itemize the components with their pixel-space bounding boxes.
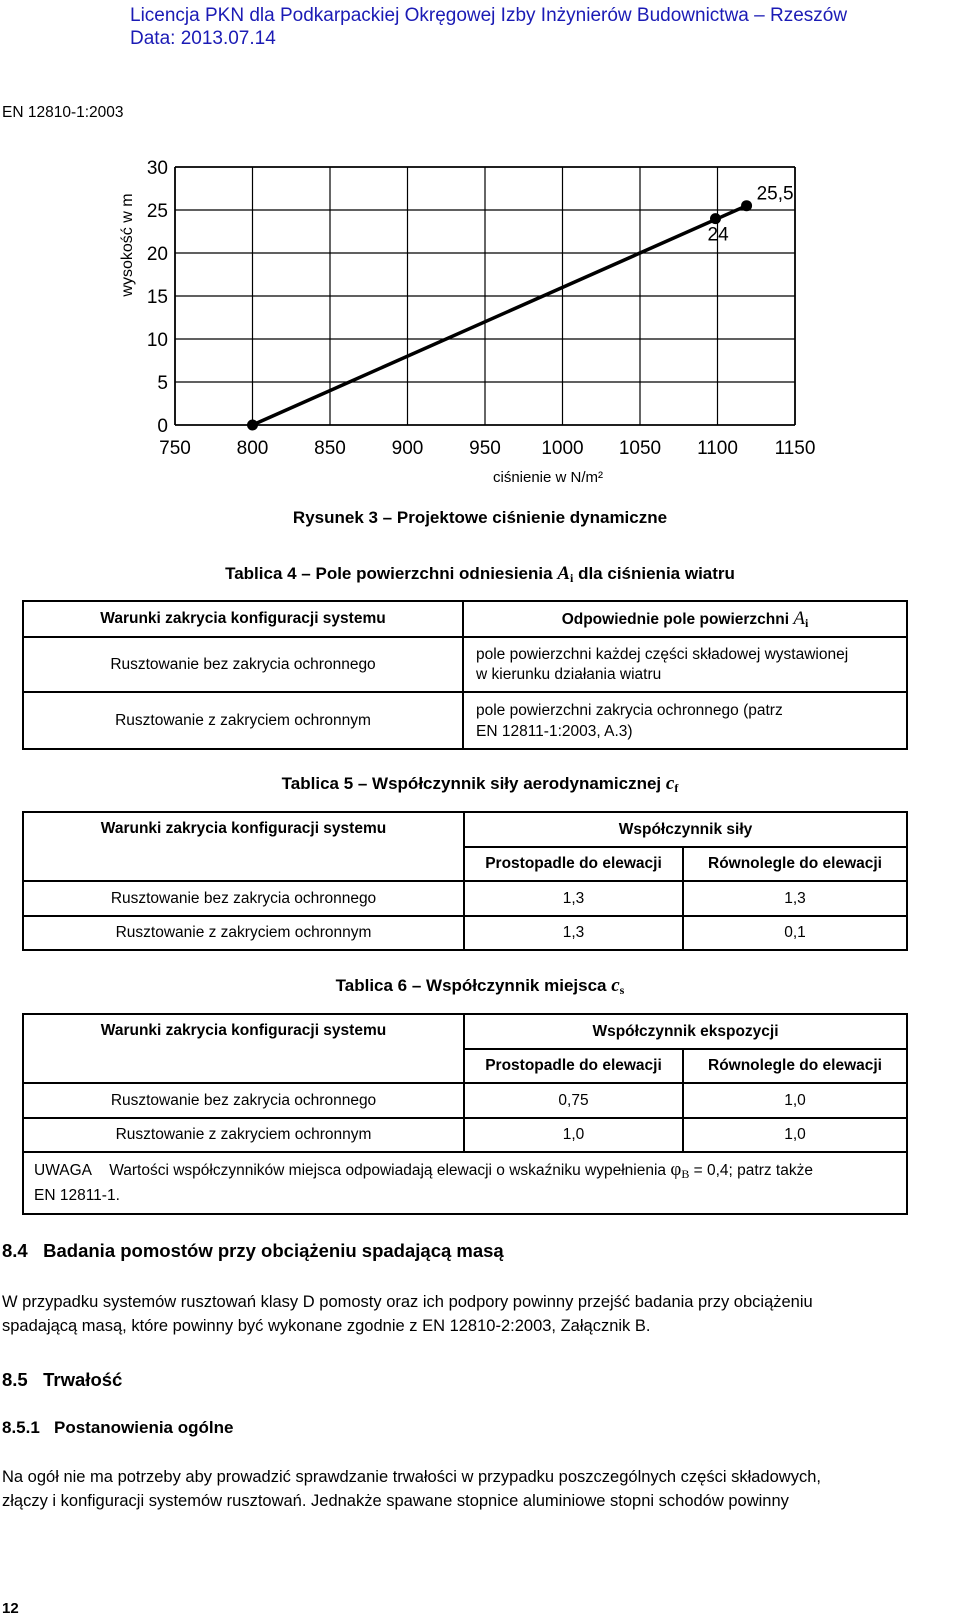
x-axis-label: ciśnienie w N/m² [492,469,604,486]
section-title: Trwałość [43,1369,123,1390]
table5-row1-v2: 1,3 [683,881,907,916]
table5-row1-v1: 1,3 [464,881,683,916]
y-tick-label: 10 [146,330,168,351]
table6-caption [0,975,960,998]
y-tick-label: 30 [146,158,168,179]
table6-col2: Równolegle do elewacji [683,1049,907,1083]
x-tick-label: 950 [469,438,501,459]
x-tick-label: 900 [391,438,424,459]
table6-caption-sub: s [619,983,625,997]
table6-note [23,1152,907,1214]
data-point [247,420,258,431]
section-8-5-1-paragraph [2,1465,942,1513]
table4-caption-end: dla ciśnienia wiatru [578,564,735,583]
table6-caption-symbol: c [611,975,620,996]
table6-row2-v2: 1,0 [683,1118,907,1152]
section-title: Postanowienia ogólne [53,1418,234,1437]
table4-caption-symbol: A [557,563,570,584]
paragraph-line: W przypadku systemów rusztowań klasy D pomosty oraz ich podpory powinny przejść badania przy obciążeniu [2,1293,813,1311]
document-id: EN 12810-1:2003 [2,104,124,121]
table4-header-right [463,601,907,637]
table4-header-sub: i [804,615,809,630]
point-label: 25,5 [756,183,794,205]
x-tick-label: 1050 [618,438,662,459]
y-tick-label: 0 [157,416,168,437]
table4-row2-right [463,692,907,749]
x-tick-label: 1150 [774,438,816,459]
x-tick-label: 1100 [697,438,738,459]
paragraph-line: złączy i konfiguracji systemów rusztowań. Jednakże spawane stopnice aluminiowe stopni schodów powinny [2,1492,789,1510]
table4-row2-right-line2: EN 12811-1:2003, A.3) [476,722,633,740]
section-8-4-paragraph [2,1290,942,1338]
section-8-5-1-heading [2,1418,233,1438]
table5-caption-sub: f [674,781,679,795]
table4-caption [0,563,960,586]
table6-row1-label: Rusztowanie bez zakrycia ochronnego [23,1083,464,1118]
table-row [23,916,907,950]
table6-header-group: Współczynnik ekspozycji [464,1014,907,1049]
table-row [23,881,907,916]
data-point [710,213,721,224]
table6-row2-v1: 1,0 [464,1118,683,1152]
y-tick-labels [147,158,168,437]
table5 [22,811,908,951]
section-title: Badania pomostów przy obciążeniu spadającą masą [43,1240,504,1261]
section-number: 8.5.1 [2,1418,40,1437]
table4-row1-right [463,637,907,692]
section-number: 8.5 [2,1369,28,1390]
note-sub: B [681,1167,690,1181]
section-8-5-heading [2,1369,122,1391]
table4-row2-right-line1: pole powierzchni zakrycia ochronnego (patrz [476,701,783,719]
paragraph-line: Na ogół nie ma potrzeby aby prowadzić sprawdzanie trwałości w przypadku poszczególnych części składowych, [2,1468,821,1486]
table5-header-left: Warunki zakrycia konfiguracji systemu [23,812,464,881]
table5-row2-v2: 0,1 [683,916,907,950]
table4-caption-sub: i [570,571,574,585]
table6-row2-label: Rusztowanie z zakryciem ochronnym [23,1118,464,1152]
x-tick-label: 850 [314,438,346,459]
table5-row2-label: Rusztowanie z zakryciem ochronnym [23,916,464,950]
chart-grid [175,167,795,425]
table6-header-left: Warunki zakrycia konfiguracji systemu [23,1014,464,1083]
table5-col2: Równolegle do elewacji [683,847,907,881]
license-line: Licencja PKN dla Podkarpackiej Okręgowej Izby Inżynierów Budownictwa – Rzeszów [130,5,848,26]
y-tick-label: 15 [146,287,168,308]
table5-row2-v1: 1,3 [464,916,683,950]
section-8-4-heading [2,1240,504,1262]
table4-row1-right-line2: w kierunku działania wiatru [476,665,662,683]
x-tick-label: 750 [159,438,191,459]
y-tick-label: 25 [146,201,168,222]
table4-row1-left: Rusztowanie bez zakrycia ochronnego [23,637,463,692]
note-text: Wartości współczynników miejsca odpowiadają elewacji o wskaźniku wypełnienia [109,1162,667,1179]
table4-row2-left: Rusztowanie z zakryciem ochronnym [23,692,463,749]
x-tick-label: 1000 [541,438,584,459]
figure-caption: Rysunek 3 – Projektowe ciśnienie dynamiczne [292,508,668,527]
pressure-height-chart [110,150,830,495]
table5-caption-symbol: c [665,773,675,794]
paragraph-line: spadającą masą, które powinny być wykonane zgodnie z EN 12810-2:2003, Załącznik B. [2,1317,651,1335]
table6-col1: Prostopadle do elewacji [464,1049,683,1083]
table5-caption [0,773,960,796]
table6-row1-v1: 0,75 [464,1083,683,1118]
series-line [253,206,747,425]
y-tick-label: 5 [157,373,168,394]
table-row [23,1118,907,1152]
table6 [22,1013,908,1215]
x-tick-labels [159,438,815,459]
table5-header-group: Współczynnik siły [464,812,907,847]
note-symbol: φ [670,1159,682,1180]
y-axis-label: wysokość w m [119,193,136,297]
table4-caption-text: Tablica 4 – Pole powierzchni odniesienia [225,564,553,583]
note-end-2: EN 12811-1. [34,1187,120,1204]
table4 [22,600,908,750]
table4-header-left: Warunki zakrycia konfiguracji systemu [23,601,463,637]
note-label: UWAGA [34,1162,92,1179]
x-tick-label: 800 [236,438,269,459]
y-tick-label: 20 [146,244,168,265]
note-end: = 0,4; patrz także [693,1162,813,1179]
table-row [23,1083,907,1118]
section-number: 8.4 [2,1240,28,1261]
page-number: 12 [2,1600,19,1617]
table4-header-symbol: A [793,607,805,629]
table6-row1-v2: 1,0 [683,1083,907,1118]
license-date: Data: 2013.07.14 [130,28,276,49]
point-label: 24 [707,224,729,246]
table4-row1-right-line1: pole powierzchni każdej części składowej wystawionej [476,645,849,663]
table5-col1: Prostopadle do elewacji [464,847,683,881]
table5-row1-label: Rusztowanie bez zakrycia ochronnego [23,881,464,916]
table4-header-right-text: Odpowiednie pole powierzchni [561,610,790,628]
table5-caption-text: Tablica 5 – Współczynnik siły aerodynamicznej [281,774,662,793]
data-point [741,200,752,211]
table6-caption-text: Tablica 6 – Współczynnik miejsca [335,976,607,995]
